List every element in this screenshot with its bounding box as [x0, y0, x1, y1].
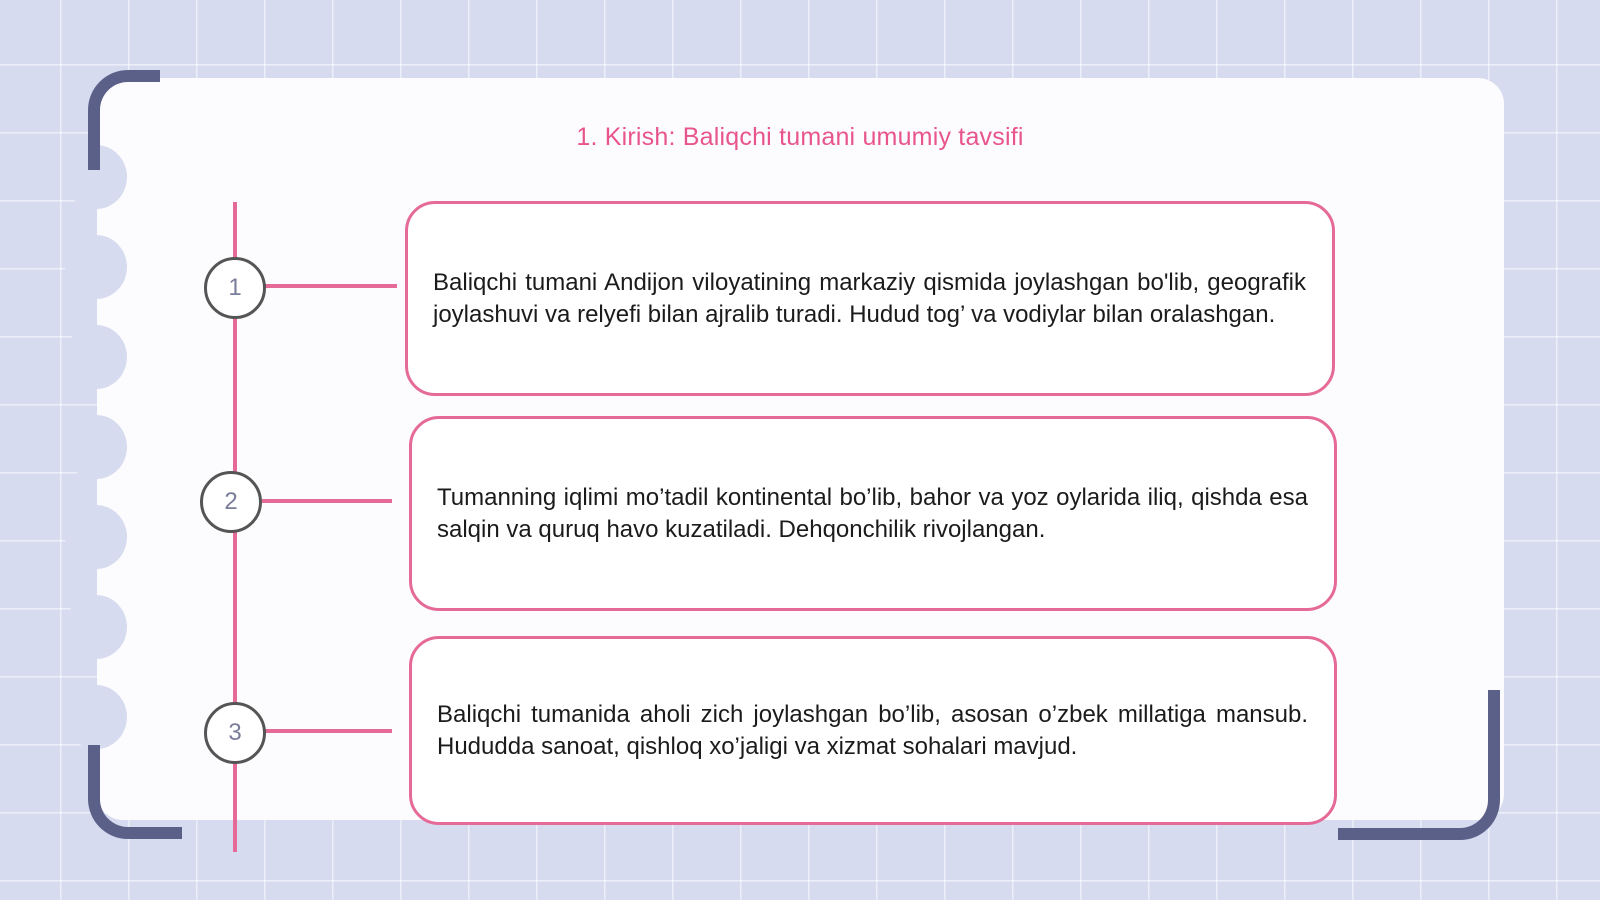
step-card-text: Baliqchi tumanida aholi zich joylashgan bo’lib, asosan o’zbek millatiga mansub. Hududda sanoat, qishloq xo’jaligi va xizmat sohalari mavjud. [437, 700, 1308, 760]
corner-bracket-bottom-right [1338, 690, 1500, 840]
corner-bracket-bottom-left [88, 745, 182, 839]
slide-title: 1. Kirish: Baliqchi tumani umumiy tavsifi [576, 123, 1024, 151]
paper-hole [65, 325, 127, 389]
step-card [405, 201, 1335, 396]
step-number-badge: 3 [204, 702, 266, 764]
corner-bracket-top-left [88, 70, 160, 170]
step-card-text: Tumanning iqlimi mo’tadil kontinental bo’lib, bahor va yoz oylarida iliq, qishda esa salqin va quruq havo kuzatiladi. Dehqonchilik rivojlangan. [437, 483, 1308, 543]
step-card [409, 636, 1337, 825]
timeline-connector [265, 284, 397, 288]
step-number-badge: 2 [200, 471, 262, 533]
paper-hole [65, 235, 127, 299]
step-number-badge: 1 [204, 257, 266, 319]
step-card [409, 416, 1337, 611]
paper-hole [65, 505, 127, 569]
paper-hole [65, 595, 127, 659]
paper-hole [65, 685, 127, 749]
step-card-text: Baliqchi tumani Andijon viloyatining markaziy qismida joylashgan bo'lib, geografik joylashuvi va relyefi bilan ajralib turadi. Hudud tog’ va vodiylar bilan oralashgan. [433, 268, 1306, 328]
paper-hole [65, 415, 127, 479]
timeline-connector [262, 499, 392, 503]
timeline-connector [265, 729, 392, 733]
